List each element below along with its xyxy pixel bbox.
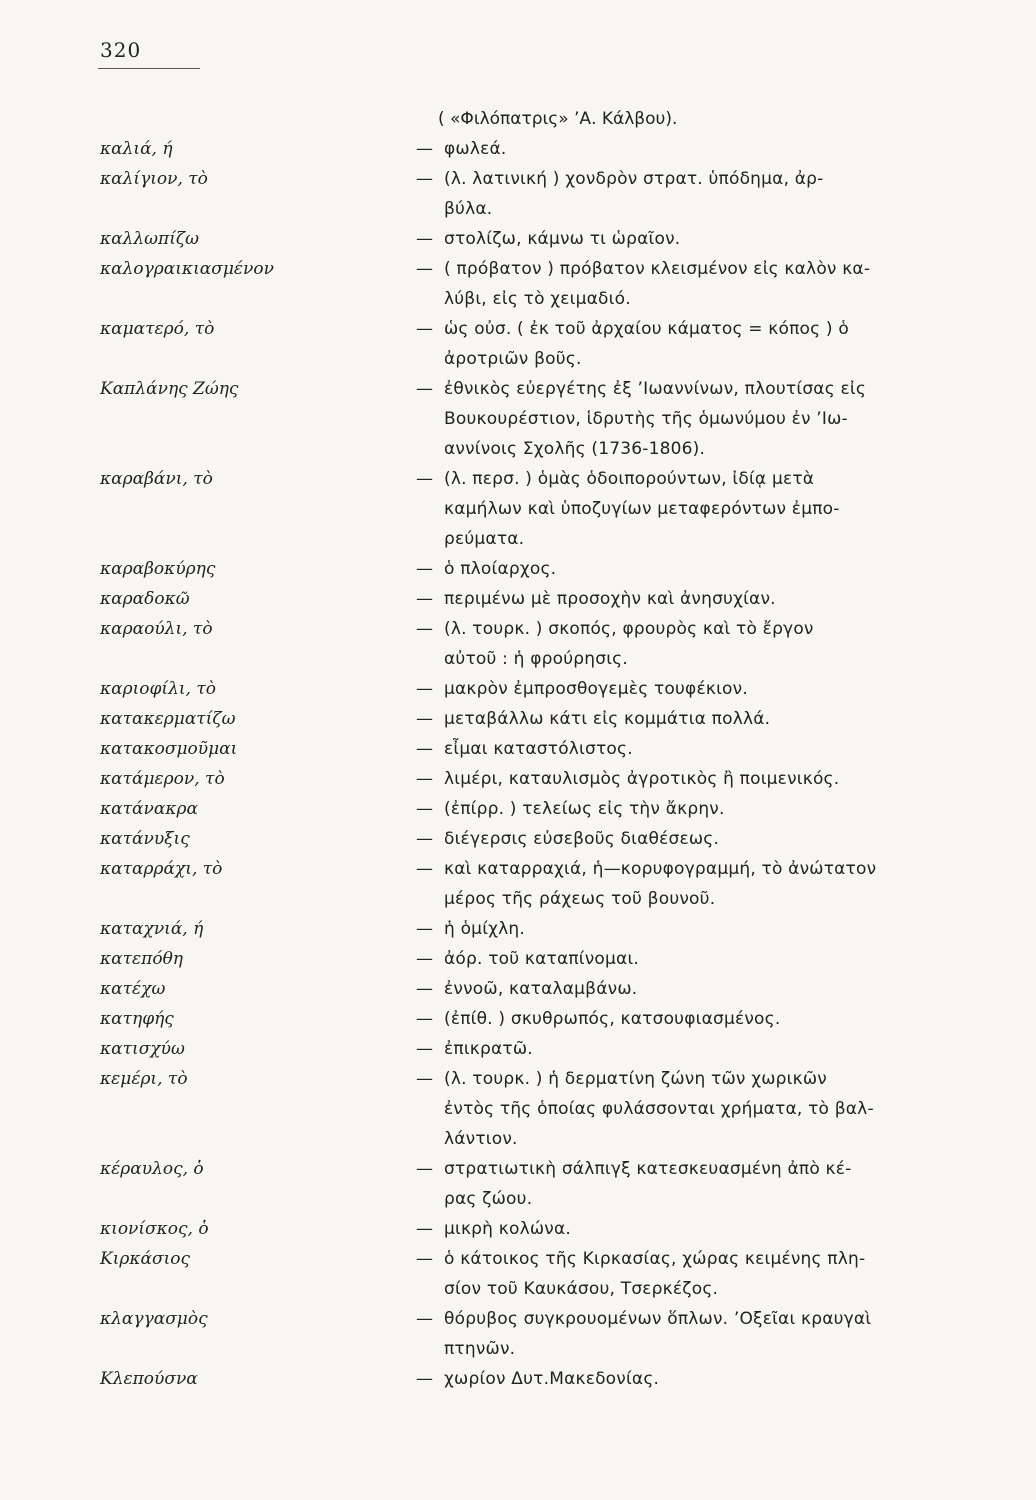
entry-dash: — (416, 139, 433, 159)
entry-definition (444, 134, 956, 164)
entry-definition (444, 254, 956, 314)
entry-dash: — (416, 1219, 433, 1239)
definition-line: πτηνῶν. (444, 1339, 516, 1359)
definition-line: χωρίον Δυτ.Μακεδονίας. (444, 1369, 660, 1389)
entry-definition (444, 854, 956, 914)
entry-term: καραβοκύρης (100, 559, 216, 579)
glossary-entry (100, 1064, 980, 1154)
definition-line: μεταβάλλω κάτι εἰς κομμάτια πολλά. (444, 709, 771, 729)
glossary-entry (100, 1004, 980, 1034)
glossary-entry (100, 1154, 980, 1214)
glossary-entry (100, 224, 980, 254)
entry-definition (444, 464, 956, 554)
entry-dash: — (416, 679, 433, 699)
entry-definition (444, 1304, 956, 1364)
definition-line: (λ. περσ. ) ὁμὰς ὁδοιπορούντων, ἰδίᾳ μετὰ (444, 469, 815, 489)
entry-dash: — (416, 469, 433, 489)
entry-dash: — (416, 259, 433, 279)
entry-dash: — (416, 1159, 433, 1179)
entry-dash: — (416, 619, 433, 639)
entry-term: κατεπόθη (100, 949, 183, 969)
glossary-entry (100, 1034, 980, 1064)
entry-term: κατισχύω (100, 1039, 185, 1059)
entry-definition (444, 824, 956, 854)
entry-definition (444, 1034, 956, 1064)
entry-definition (444, 944, 956, 974)
entry-dash: — (416, 949, 433, 969)
entry-dash: — (416, 1369, 433, 1389)
definition-line: (ἐπίθ. ) σκυθρωπός, κατσουφιασμένος. (444, 1009, 781, 1029)
definition-line: λύβι, εἰς τὸ χειμαδιό. (444, 289, 631, 309)
glossary-entry (100, 974, 980, 1004)
entry-dash: — (416, 1249, 433, 1269)
definition-line: στρατιωτικὴ σάλπιγξ κατεσκευασμένη ἀπὸ κέ- (444, 1159, 852, 1179)
definition-line: καὶ καταρραχιά, ἡ—κορυφογραμμή, τὸ ἀνώτατον (444, 859, 877, 879)
definition-line: ἡ ὁμίχλη. (444, 919, 526, 939)
glossary-entry (100, 1244, 980, 1304)
definition-line: ἀόρ. τοῦ καταπίνομαι. (444, 949, 640, 969)
glossary-entry (100, 584, 980, 614)
entry-term: κατακοσμοῦμαι (100, 739, 238, 759)
entry-dash: — (416, 979, 433, 999)
definition-line: φωλεά. (444, 139, 507, 159)
entry-definition (444, 1064, 956, 1154)
entry-dash: — (416, 589, 433, 609)
entry-dash: — (416, 169, 433, 189)
glossary-entry (100, 254, 980, 314)
definition-line: (ἐπίρρ. ) τελείως εἰς τὴν ἄκρην. (444, 799, 725, 819)
glossary-entry (100, 1214, 980, 1244)
definition-line: λιμέρι, καταυλισμὸς ἀγροτικὸς ἢ ποιμενικός. (444, 769, 840, 789)
entry-dash: — (416, 1039, 433, 1059)
entry-term: καταρράχι, τὸ (100, 859, 223, 879)
definition-line: σίον τοῦ Καυκάσου, Τσερκέζος. (444, 1279, 719, 1299)
glossary-entry (100, 854, 980, 914)
entry-dash: — (416, 1069, 433, 1089)
entry-term: κιονίσκος, ὁ (100, 1219, 209, 1239)
entry-term: κατάμερον, τὸ (100, 769, 225, 789)
definition-line: ἐθνικὸς εὐεργέτης ἐξ ’Ιωαννίνων, πλουτίσας εἰς (444, 379, 866, 399)
glossary-entry (100, 794, 980, 824)
definition-line: λάντιον. (444, 1129, 518, 1149)
glossary-entry (100, 314, 980, 374)
glossary-entry (100, 614, 980, 674)
entry-term: κατέχω (100, 979, 166, 999)
entry-term: καματερό, τὸ (100, 319, 215, 339)
entry-term: κατηφής (100, 1009, 174, 1029)
definition-line: μακρὸν ἐμπροσθογεμὲς τουφέκιον. (444, 679, 748, 699)
definition-line: ( πρόβατον ) πρόβατον κλεισμένον εἰς καλὸν κα- (444, 259, 871, 279)
entry-term: κατάνακρα (100, 799, 198, 819)
glossary-entry (100, 1364, 980, 1394)
entry-dash: — (416, 709, 433, 729)
entry-definition (444, 1364, 956, 1394)
definition-line: (λ. λατινική ) χονδρὸν στρατ. ὑπόδημα, ἀρ- (444, 169, 824, 189)
entry-definition (444, 974, 956, 1004)
definition-line: βύλα. (444, 199, 493, 219)
glossary-entry (100, 704, 980, 734)
page-number: 320 (100, 38, 142, 62)
definition-line: (λ. τουρκ. ) ἡ δερματίνη ζώνη τῶν χωρικῶν (444, 1069, 827, 1089)
glossary-entry (100, 374, 980, 464)
definition-line: ἀροτριῶν βοῦς. (444, 349, 582, 369)
entry-term: κατάνυξις (100, 829, 190, 849)
entry-definition (444, 1244, 956, 1304)
definition-line: αὐτοῦ : ἡ φρούρησις. (444, 649, 628, 669)
entry-definition (444, 224, 956, 254)
entry-definition (444, 794, 956, 824)
definition-line: μικρὴ κολώνα. (444, 1219, 571, 1239)
entry-dash: — (416, 919, 433, 939)
glossary-entry (100, 1304, 980, 1364)
glossary-entry (100, 824, 980, 854)
definition-line: ρας ζώου. (444, 1189, 533, 1209)
entry-definition (444, 614, 956, 674)
glossary-entry (100, 164, 980, 224)
entry-term: κλαγγασμὸς (100, 1309, 208, 1329)
glossary-entry (100, 944, 980, 974)
entry-term: καλίγιον, τὸ (100, 169, 208, 189)
entry-dash: — (416, 229, 433, 249)
definition-line: καμήλων καὶ ὑποζυγίων μεταφερόντων ἐμπο- (444, 499, 840, 519)
entry-dash: — (416, 799, 433, 819)
entry-definition (444, 674, 956, 704)
entry-definition (444, 374, 956, 464)
entry-term: καραβάνι, τὸ (100, 469, 213, 489)
definition-line: ἐννοῶ, καταλαμβάνω. (444, 979, 638, 999)
definition-line: ἐπικρατῶ. (444, 1039, 533, 1059)
entry-term: κατακερματίζω (100, 709, 236, 729)
entry-dash: — (416, 739, 433, 759)
entry-dash: — (416, 379, 433, 399)
glossary-entry (100, 764, 980, 794)
definition-line: αννίνοις Σχολῆς (1736-1806). (444, 439, 706, 459)
glossary-entry (100, 134, 980, 164)
glossary-entry (100, 914, 980, 944)
entry-term: καλογραικιασμένον (100, 259, 274, 279)
entry-definition (444, 1154, 956, 1214)
entry-term: Κλεπούσνα (100, 1369, 198, 1389)
entry-term: κεμέρι, τὸ (100, 1069, 188, 1089)
entry-dash: — (416, 319, 433, 339)
entry-definition (444, 1214, 956, 1244)
entry-definition (444, 734, 956, 764)
entry-term: καταχνιά, ή (100, 919, 204, 939)
definition-line: θόρυβος συγκρουομένων ὅπλων. ’Οξεῖαι κραυγαὶ (444, 1309, 872, 1329)
entry-dash: — (416, 1309, 433, 1329)
entry-term: Καπλάνης Ζώης (100, 379, 239, 399)
entry-definition (444, 704, 956, 734)
definition-line: Βουκουρέστιον, ἱδρυτὴς τῆς ὁμωνύμου ἐν ’Ιω- (444, 409, 848, 429)
entry-term: κέραυλος, ὁ (100, 1159, 204, 1179)
entry-term: καλλωπίζω (100, 229, 199, 249)
definition-line: ὡς οὐσ. ( ἐκ τοῦ ἀρχαίου κάματος = κόπος ) ὁ (444, 319, 849, 339)
entry-dash: — (416, 859, 433, 879)
entry-continuation: ( «Φιλόπατρις» ’Α. Κάλβου). (438, 109, 678, 129)
entry-definition (444, 764, 956, 794)
entry-definition (444, 1004, 956, 1034)
definition-line: ὁ πλοίαρχος. (444, 559, 557, 579)
definition-line: στολίζω, κάμνω τι ὡραῖον. (444, 229, 681, 249)
glossary-entry (100, 554, 980, 584)
glossary-list (100, 104, 980, 1394)
glossary-entry (100, 674, 980, 704)
definition-line: (λ. τουρκ. ) σκοπός, φρουρὸς καὶ τὸ ἔργον (444, 619, 814, 639)
definition-line: εἶμαι καταστόλιστος. (444, 739, 633, 759)
definition-line: περιμένω μὲ προσοχὴν καὶ ἀνησυχίαν. (444, 589, 776, 609)
entry-definition (444, 164, 956, 224)
entry-term: καριοφίλι, τὸ (100, 679, 216, 699)
entry-term: καραδοκῶ (100, 589, 190, 609)
entry-term: καραούλι, τὸ (100, 619, 213, 639)
page-number-rule (98, 68, 200, 69)
entry-definition (444, 314, 956, 374)
definition-line: ρεύματα. (444, 529, 525, 549)
glossary-entry (100, 464, 980, 554)
entry-dash: — (416, 769, 433, 789)
entry-definition (444, 584, 956, 614)
entry-definition (444, 554, 956, 584)
glossary-entry (100, 734, 980, 764)
definition-line: διέγερσις εὐσεβοῦς διαθέσεως. (444, 829, 720, 849)
entry-definition (444, 914, 956, 944)
definition-line: ὁ κάτοικος τῆς Κιρκασίας, χώρας κειμένης πλη- (444, 1249, 866, 1269)
entry-dash: — (416, 1009, 433, 1029)
definition-line: ἐντὸς τῆς ὁποίας φυλάσσονται χρήματα, τὸ βαλ- (444, 1099, 874, 1119)
entry-term: καλιά, ή (100, 139, 173, 159)
entry-term: Κιρκάσιος (100, 1249, 191, 1269)
entry-dash: — (416, 829, 433, 849)
definition-line: μέρος τῆς ράχεως τοῦ βουνοῦ. (444, 889, 716, 909)
entry-dash: — (416, 559, 433, 579)
